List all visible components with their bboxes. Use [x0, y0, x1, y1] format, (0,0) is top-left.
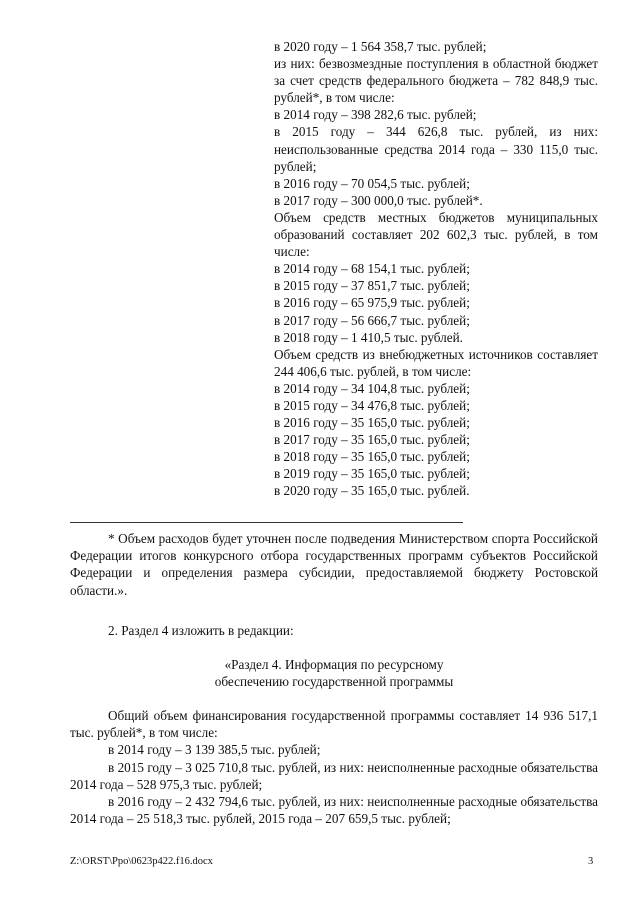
paragraph-local-2018: в 2018 году – 1 410,5 тыс. рублей.: [274, 329, 463, 345]
right-column-text: [274, 38, 598, 500]
paragraph-extra-2014: в 2014 году – 34 104,8 тыс. рублей;: [274, 380, 470, 396]
paragraph-extra-2020: в 2020 году – 35 165,0 тыс. рублей.: [274, 483, 470, 499]
paragraph-federal: из них: безвозмездные поступления в областной бюджет за счет средств федерального бюджета – 782 848,9 тыс. рублей*, в том числе:: [274, 56, 598, 106]
paragraph-local-2014: в 2014 году – 68 154,1 тыс. рублей;: [274, 261, 470, 277]
main-paragraph-2014: в 2014 году – 3 139 385,5 тыс. рублей;: [108, 742, 321, 758]
paragraph-local-2016: в 2016 году – 65 975,9 тыс. рублей;: [274, 295, 470, 311]
section-title: [70, 656, 598, 690]
paragraph-fed-2016: в 2016 году – 70 054,5 тыс. рублей;: [274, 175, 470, 191]
section-title-line-2: обеспечению государственной программы: [214, 674, 454, 690]
main-paragraph-2015: в 2015 году – 3 025 710,8 тыс. рублей, из них: неисполненные расходные обязательства 2014 года – 528 975,3 тыс. рублей;: [70, 759, 598, 792]
footnote: [70, 530, 598, 599]
footnote-text: * Объем расходов будет уточнен после подведения Министерством спорта Российской Федерации итогов конкурсного отбора государственных программ субъектов Российской Федерации и определения размера субсидии, предоставляемой бюджету Ростовской области.».: [70, 531, 598, 598]
paragraph-extra-2018: в 2018 году – 35 165,0 тыс. рублей;: [274, 449, 470, 465]
paragraph-extra-2016: в 2016 году – 35 165,0 тыс. рублей;: [274, 415, 470, 431]
footnote-separator: [70, 522, 463, 523]
paragraph-extrabudgetary: Объем средств из внебюджетных источников составляет 244 406,6 тыс. рублей, в том числе:: [274, 346, 598, 379]
section-title-line-1: «Раздел 4. Информация по ресурсному: [224, 657, 444, 672]
paragraph-local-budgets: Объем средств местных бюджетов муниципальных образований составляет 202 602,3 тыс. рублей, в том числе:: [274, 209, 598, 260]
paragraph-fed-2014: в 2014 году – 398 282,6 тыс. рублей;: [274, 107, 477, 123]
paragraph-local-2017: в 2017 году – 56 666,7 тыс. рублей;: [274, 312, 470, 328]
footer-file-path: Z:\ORST\Ppo\0623p422.f16.docx: [70, 856, 213, 867]
main-text: [70, 707, 598, 827]
paragraph-extra-2019: в 2019 году – 35 165,0 тыс. рублей;: [274, 466, 470, 482]
main-paragraph-total: Общий объем финансирования государственной программы составляет 14 936 517,1 тыс. рублей*, в том числе:: [70, 708, 598, 741]
paragraph-extra-2017: в 2017 году – 35 165,0 тыс. рублей;: [274, 432, 470, 448]
paragraph-fed-2015: в 2015 году – 344 626,8 тыс. рублей, из них: неиспользованные средства 2014 года – 330 115,0 тыс. рублей;: [274, 124, 598, 174]
page-number: 3: [588, 856, 594, 867]
main-paragraph-2016: в 2016 году – 2 432 794,6 тыс. рублей, из них: неисполненные расходные обязательства 2014 года – 25 518,3 тыс. рублей, 2015 года – 207 659,5 тыс. рублей;: [70, 794, 598, 827]
paragraph-extra-2015: в 2015 году – 34 476,8 тыс. рублей;: [274, 397, 470, 413]
paragraph-fed-2017: в 2017 году – 300 000,0 тыс. рублей*.: [274, 192, 483, 208]
point-2-heading: 2. Раздел 4 изложить в редакции:: [108, 623, 294, 638]
paragraph-local-2015: в 2015 году – 37 851,7 тыс. рублей;: [274, 278, 470, 294]
paragraph-2020-total: в 2020 году – 1 564 358,7 тыс. рублей;: [274, 39, 487, 54]
